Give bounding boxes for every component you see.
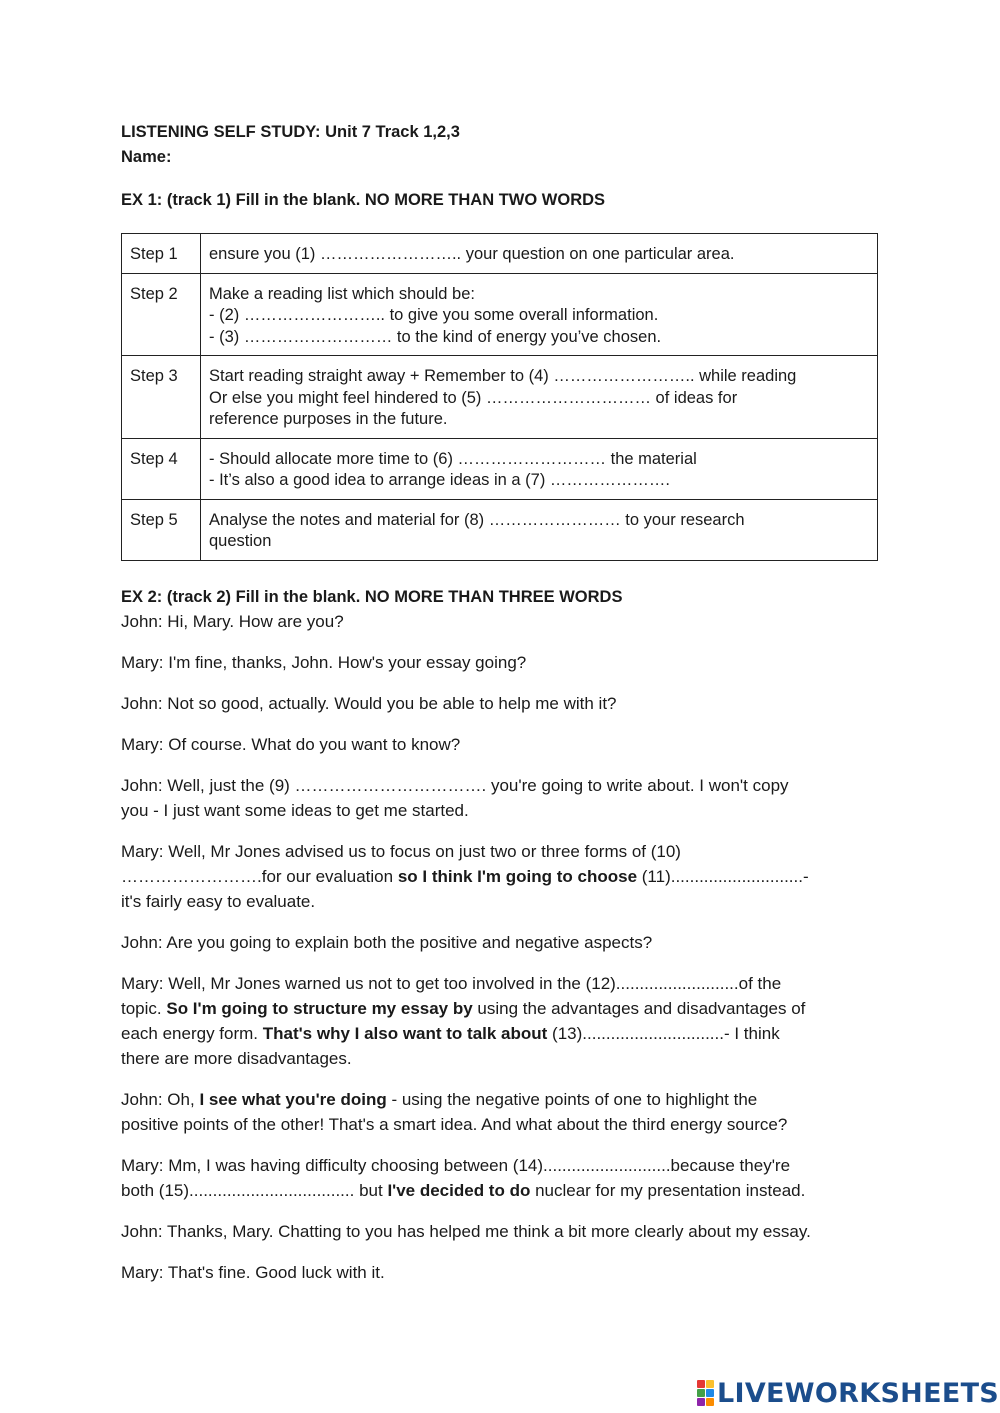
text-segment: Mary: Well, Mr Jones advised us to focus on just two or three forms of (10) (121, 841, 681, 861)
step-line: - (3) ……………………… to the kind of energy you’ve chosen. (209, 327, 662, 346)
text-segment: - using the negative points of one to highlight the (386, 1089, 758, 1109)
logo-block (706, 1398, 714, 1406)
bold-phrase: so I think I'm going to choose (397, 866, 638, 886)
liveworksheets-logo[interactable] (697, 1376, 999, 1410)
logo-block (697, 1389, 705, 1397)
step-line: Make a reading list which should be: (209, 284, 475, 303)
step-content (201, 499, 878, 560)
logo-text: LIVEWORKSHEETS (717, 1377, 1000, 1409)
dialogue-line: Mary: That's fine. Good luck with it. (121, 1262, 385, 1282)
dialogue-line: John: Thanks, Mary. Chatting to you has helped me think a bit more clearly about my essay. (121, 1221, 811, 1241)
table-row (122, 234, 878, 274)
text-segment: …………………….for our evaluation (121, 866, 398, 886)
bold-phrase: I've decided to do (387, 1180, 531, 1200)
table-row (122, 438, 878, 499)
dialogue-line: Mary: I'm fine, thanks, John. How's your essay going? (121, 652, 527, 672)
text-segment: there are more disadvantages. (121, 1048, 352, 1068)
text-segment: both (15)................................... but (121, 1180, 388, 1200)
dialogue-line (121, 1153, 881, 1203)
table-row (122, 273, 878, 356)
text-segment: each energy form. (121, 1023, 263, 1043)
bold-phrase: I see what you're doing (199, 1089, 387, 1109)
step-label: Step 1 (122, 234, 201, 274)
step-line: reference purposes in the future. (209, 410, 448, 428)
text-segment: using the advantages and disadvantages of (472, 998, 806, 1018)
logo-mark-icon (697, 1380, 714, 1406)
text-segment: nuclear for my presentation instead. (530, 1180, 806, 1200)
table-row (122, 356, 878, 439)
text-segment: positive points of the other! That's a smart idea. And what about the third energy source? (121, 1114, 788, 1134)
step-line: - Should allocate more time to (6) ……………………… the material (209, 449, 697, 468)
name-label: Name: (121, 148, 172, 166)
text-segment: Mary: Mm, I was having difficulty choosing between (14)...........................because they're (121, 1155, 791, 1175)
text-segment: John: Well, just the (9) ……………………………. you're going to write about. I won't copy (121, 775, 789, 795)
step-content (201, 273, 878, 356)
logo-block (697, 1398, 705, 1406)
worksheet-page (121, 120, 881, 1301)
dialogue-line: John: Hi, Mary. How are you? (121, 611, 344, 631)
step-label: Step 2 (122, 273, 201, 356)
ex2-section (121, 585, 881, 1285)
step-content (201, 356, 878, 439)
dialogue-line: John: Are you going to explain both the positive and negative aspects? (121, 932, 653, 952)
step-label: Step 4 (122, 438, 201, 499)
text-segment: (13)..............................- I think (547, 1023, 780, 1043)
logo-block (706, 1380, 714, 1388)
dialogue-line (121, 773, 881, 823)
worksheet-title: LISTENING SELF STUDY: Unit 7 Track 1,2,3 (121, 123, 460, 141)
step-line: ensure you (1) …………………….. your question on one particular area. (209, 245, 735, 263)
dialogue-line: Mary: Of course. What do you want to know? (121, 734, 461, 754)
step-label: Step 5 (122, 499, 201, 560)
ex2-heading: EX 2: (track 2) Fill in the blank. NO MORE THAN THREE WORDS (121, 587, 623, 606)
step-content (201, 234, 878, 274)
step-line: Or else you might feel hindered to (5) ………………………… of ideas for (209, 388, 738, 407)
bold-phrase: So I'm going to structure my essay by (166, 998, 473, 1018)
dialogue-line: John: Not so good, actually. Would you be able to help me with it? (121, 693, 617, 713)
table-row (122, 499, 878, 560)
dialogue-line (121, 971, 881, 1071)
dialogue-line (121, 839, 881, 914)
logo-block (706, 1389, 714, 1397)
logo-block (697, 1380, 705, 1388)
text-segment: it's fairly easy to evaluate. (121, 891, 316, 911)
text-segment: Mary: Well, Mr Jones warned us not to get too involved in the (12)..........................of the (121, 973, 782, 993)
step-line: - It’s also a good idea to arrange ideas in a (7) …………………. (209, 471, 670, 489)
ex1-heading: EX 1: (track 1) Fill in the blank. NO MORE THAN TWO WORDS (121, 191, 606, 209)
text-segment: you - I just want some ideas to get me started. (121, 800, 469, 820)
step-line: Start reading straight away + Remember to (4) …………………….. while reading (209, 367, 797, 385)
step-line: question (209, 532, 272, 550)
text-segment: John: Oh, (121, 1089, 200, 1109)
step-content (201, 438, 878, 499)
text-segment: topic. (121, 998, 167, 1018)
step-label: Step 3 (122, 356, 201, 439)
bold-phrase: That's why I also want to talk about (262, 1023, 548, 1043)
step-line: Analyse the notes and material for (8) …………………… to your research (209, 510, 745, 529)
steps-table (121, 233, 878, 561)
dialogue-line (121, 1087, 881, 1137)
text-segment: (11)............................- (637, 866, 809, 886)
step-line: - (2) …………………….. to give you some overall information. (209, 306, 659, 324)
